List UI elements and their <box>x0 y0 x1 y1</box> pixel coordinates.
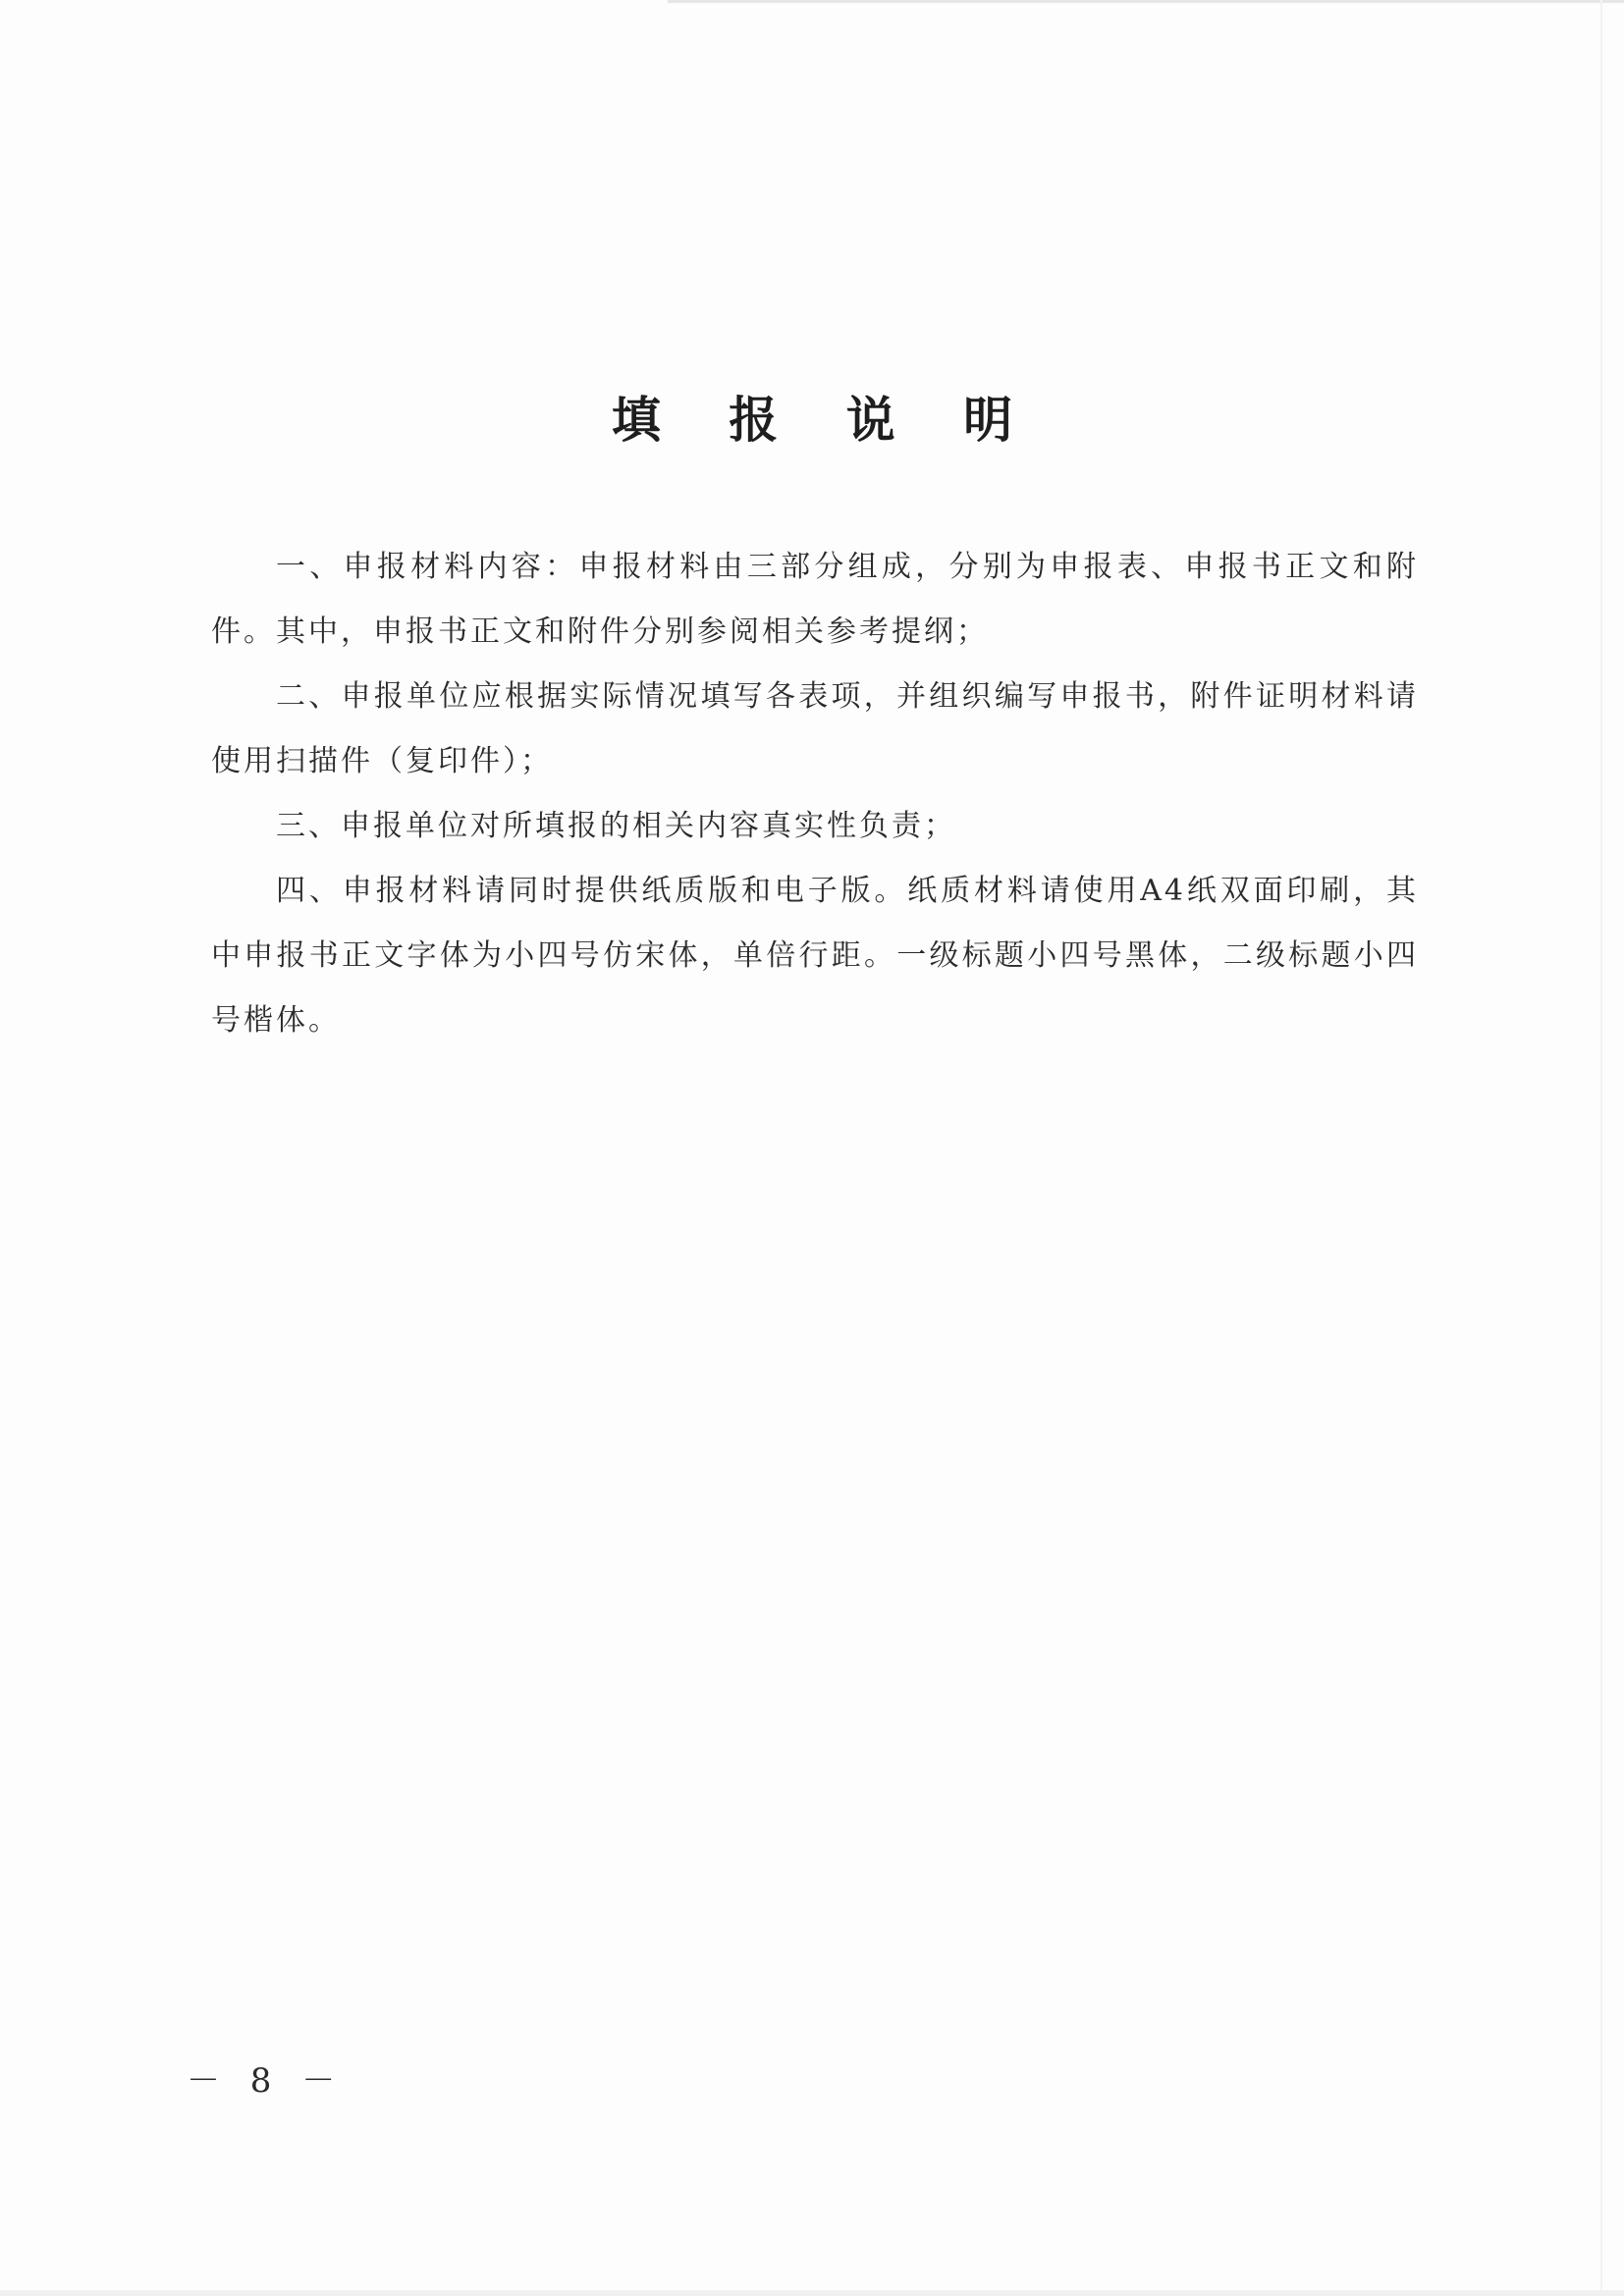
scan-edge-bottom <box>0 2290 1624 2296</box>
scan-edge-top <box>668 0 1624 3</box>
instruction-paragraph-3: 三、申报单位对所填报的相关内容真实性负责； <box>276 809 956 843</box>
instruction-paragraph-4: 四、申报材料请同时提供纸质版和电子版。纸质材料请使用A4纸双面印刷，其中申报书正文字体为小四号仿宋体，单倍行距。一级标题小四号黑体，二级标题小四号楷体。 <box>211 874 1419 1038</box>
instruction-paragraph-1: 一、申报材料内容：申报材料由三部分组成，分别为申报表、申报书正文和附件。其中，申报书正文和附件分别参阅相关参考提纲； <box>211 550 1419 649</box>
instructions-body <box>211 535 1419 1053</box>
page-title: 填 报 说 明 <box>611 392 1039 449</box>
page-number: － 8 － <box>187 2061 346 2101</box>
instruction-paragraph-2: 二、申报单位应根据实际情况填写各表项，并组织编写申报书，附件证明材料请使用扫描件（复印件）； <box>211 679 1419 778</box>
scan-edge-right <box>1600 0 1602 2296</box>
